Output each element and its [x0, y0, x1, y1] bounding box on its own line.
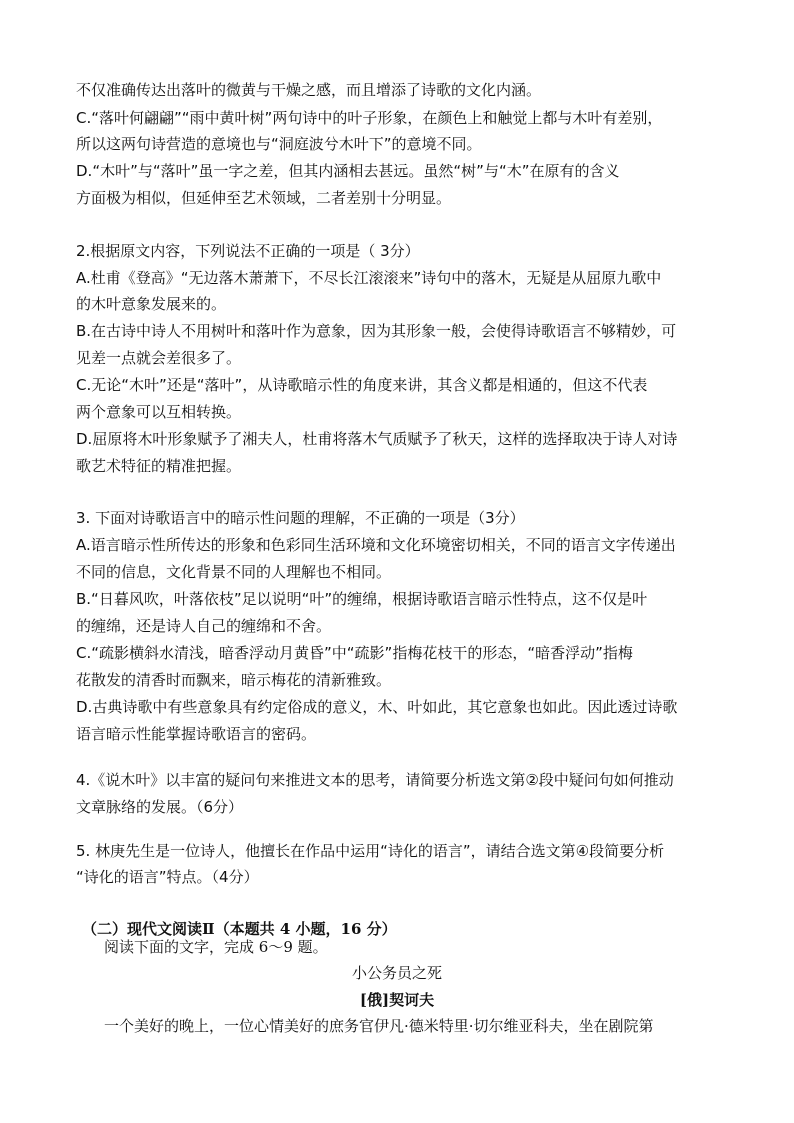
option-c-line-1: C.“落叶何翩翩”“雨中黄叶树”两句诗中的叶子形象，在颜色上和触觉上都与木叶有差别，: [76, 109, 663, 127]
question-4-line-1: 4.《说木叶》以丰富的疑问句来推进文本的思考，请简要分析选文第②段中疑问句如何推动: [76, 771, 674, 789]
option-d-line-2: 方面极为相似，但延伸至艺术领域，二者差别十分明显。: [76, 189, 452, 207]
q3-option-d-line-1: D.古典诗歌中有些意象具有约定俗成的意义，木、叶如此，其它意象也如此。因此透过诗歌: [76, 698, 678, 716]
q2-option-c-line-1: C.无论“木叶”还是“落叶”，从诗歌暗示性的角度来讲，其含义都是相通的，但这不代表: [76, 376, 648, 394]
section-instruction: 阅读下面的文字，完成 6～9 题。: [104, 938, 328, 956]
q2-option-b-line-2: 见差一点就会差很多了。: [76, 349, 242, 367]
q3-option-a-line-1: A.语言暗示性所传达的形象和色彩同生活环境和文化环境密切相关，不同的语言文字传递出: [76, 536, 676, 554]
section-heading: （二）现代文阅读Ⅱ（本题共 4 小题，16 分）: [82, 920, 397, 938]
option-c-line-2: 所以这两句诗营造的意境也与“洞庭波兮木叶下”的意境不同。: [76, 135, 482, 153]
question-4-line-2: 文章脉络的发展。（6分）: [76, 798, 244, 816]
q3-option-b-line-2: 的缠绵，还是诗人自己的缠绵和不舍。: [76, 617, 332, 635]
option-d-line-1: D.“木叶”与“落叶”虽一字之差，但其内涵相去甚远。虽然“树”与“木”在原有的含义: [76, 162, 620, 180]
q2-option-d-line-1: D.屈原将木叶形象赋予了湘夫人，杜甫将落木气质赋予了秋天，这样的选择取决于诗人对诗: [76, 430, 678, 448]
question-5-line-1: 5. 林庚先生是一位诗人，他擅长在作品中运用“诗化的语言”，请结合选文第④段简要分析: [76, 842, 665, 860]
q3-option-b-line-1: B.“日暮风吹，叶落依枝”足以说明“叶”的缠绵，根据诗歌语言暗示性特点，这不仅是叶: [76, 590, 648, 608]
q3-option-c-line-1: C.“疏影横斜水清浅，暗香浮动月黄昏”中“疏影”指梅花枝干的形态，“暗香浮动”指梅: [76, 644, 633, 662]
q3-option-c-line-2: 花散发的清香时而飘来，暗示梅花的清新雅致。: [76, 671, 392, 689]
story-title: 小公务员之死: [351, 964, 442, 982]
q2-option-a-line-1: A.杜甫《登高》“无边落木萧萧下，不尽长江滚滚来”诗句中的落木，无疑是从屈原九歌中: [76, 269, 662, 287]
q3-option-d-line-2: 语言暗示性能掌握诗歌语言的密码。: [76, 725, 317, 743]
q2-option-b-line-1: B.在古诗中诗人不用树叶和落叶作为意象，因为其形象一般，会使得诗歌语言不够精妙，可: [76, 322, 677, 340]
story-author: [俄]契诃夫: [359, 991, 435, 1009]
q2-option-a-line-2: 的木叶意象发展来的。: [76, 295, 227, 313]
question-2-stem: 2.根据原文内容，下列说法不正确的一项是（ 3分）: [76, 242, 420, 260]
q2-option-c-line-2: 两个意象可以互相转换。: [76, 403, 242, 421]
question-5-line-2: “诗化的语言”特点。（4分）: [76, 868, 259, 886]
q2-option-d-line-2: 歌艺术特征的精准把握。: [76, 457, 242, 475]
q3-option-a-line-2: 不同的信息，文化背景不同的人理解也不相同。: [76, 563, 392, 581]
question-3-stem: 3. 下面对诗歌语言中的暗示性问题的理解，不正确的一项是（3分）: [76, 509, 525, 527]
text-line: 不仅准确传达出落叶的微黄与干燥之感，而且增添了诗歌的文化内涵。: [76, 81, 542, 99]
story-first-line: 一个美好的晚上，一位心情美好的庶务官伊凡·德米特里·切尔维亚科夫，坐在剧院第: [104, 1017, 654, 1035]
